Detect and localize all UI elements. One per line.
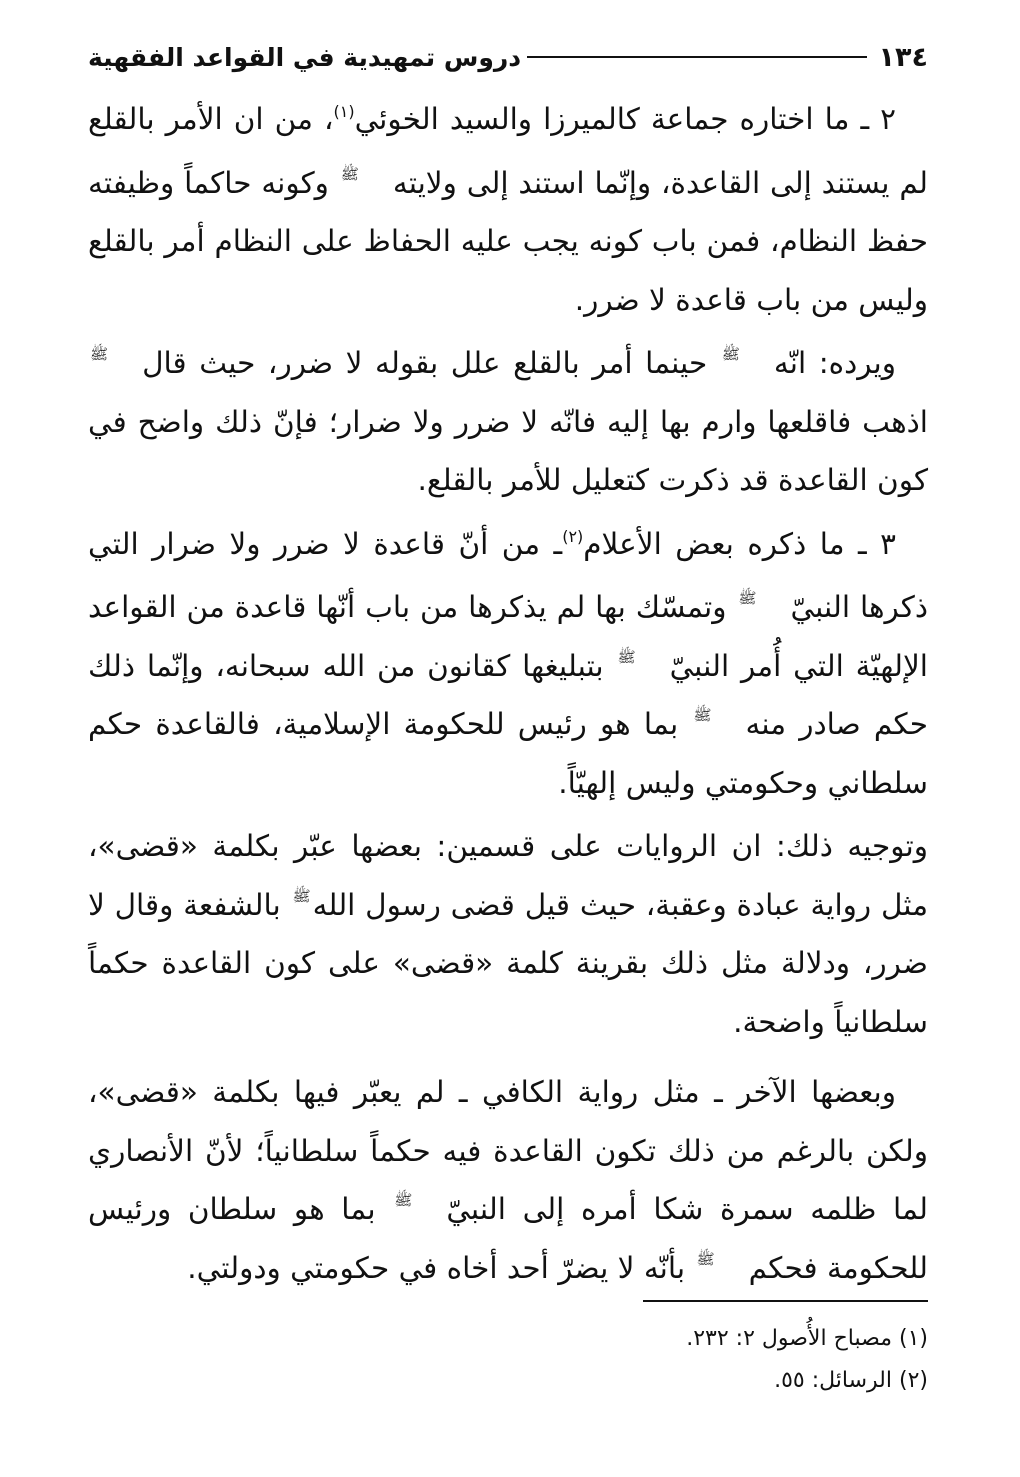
honorific-ligature: ﷺ [721,345,740,363]
honorific-ligature: ﷺ [340,164,359,183]
paragraph-text: اذهب فاقلعها وارم بها إليه فانّه لا ضرر ولا ضرار؛ فإنّ ذلك واضح في كون القاعدة قد ذكرت كتعليل للأمر بالقلع. [88,404,928,497]
paragraph-text: ٣ ـ ما ذكره بعض الأعلام [583,526,896,561]
paragraph-text: وتوجيه ذلك: ان الروايات على قسمين: بعضها عبّر بكلمة «قضى»، مثل رواية عبادة وعقبة، حيث قيل قضى رسول الله [88,829,929,922]
page-number: ١٣٤ [878,41,928,73]
paragraph-text: وبعضها الآخر ـ مثل رواية الكافي ـ لم يعبّر فيها بكلمة «قضى»، ولكن بالرغم من ذلك تكون القاعدة فيه حكماً سلطانياً؛ لأنّ الأنصاري لما ظلمه سمرة شكا أمره إلى النبيّ [88,1075,928,1226]
paragraph-text: ، من ان الأمر بالقلع لم يستند إلى القاعدة، وإنّما استند إلى ولايته [88,102,928,200]
paragraph-text: وتمسّك بها لم يذكرها من باب أنّها قاعدة من القواعد الإلهيّة التي أُمر النبيّ [88,590,928,683]
paragraph-text: بأنّه لا يضرّ أحد أخاه في حكومتي ودولتي. [187,1250,695,1285]
running-header [88,32,928,82]
footnote-reference: (٢) [562,526,584,546]
footnote: (١) مصباح الأُصول ٢: ٢٣٢. [686,1326,928,1351]
paragraph-text: بتبليغها كقانون من الله سبحانه، وإنّما ذلك حكم صادر منه [88,648,928,741]
paragraph [88,817,928,1051]
paragraph-text: حينما أمر بالقلع علل بقوله لا ضرر، حيث قال [142,346,720,380]
paragraph [88,515,928,813]
honorific-ligature: ﷺ [693,706,712,724]
paragraph-text: ويرده: انّه [773,346,896,380]
paragraph-text: ٢ ـ ما اختاره جماعة كالميرزا والسيد الخوئي [354,102,897,136]
paragraph-text: ـ من أنّ قاعدة لا ضرر ولا ضرار التي ذكرها النبيّ [88,526,928,624]
paragraph [88,334,928,510]
running-title: دروس تمهيدية في القواعد الفقهية [88,42,522,72]
paragraph [88,90,928,329]
honorific-ligature: ﷺ [292,886,311,905]
header-rule [527,56,866,58]
honorific-ligature: ﷺ [696,1249,715,1268]
honorific-ligature: ﷺ [617,647,636,666]
paragraph-text: بما هو رئيس للحكومة الإسلامية، فالقاعدة حكم سلطاني وحكومتي وليس إلهيّاً. [88,707,928,800]
honorific-ligature: ﷺ [738,589,757,607]
footnotes [88,1318,928,1402]
footnote-reference: (١) [333,102,355,121]
footnote-separator [643,1300,928,1302]
paragraph [88,1063,928,1297]
honorific-ligature: ﷺ [90,345,109,363]
paragraph-text: بما هو سلطان ورئيس للحكومة فحكم [88,1192,928,1285]
paragraph-text: بالشفعة وقال لا ضرر، ودلالة مثل ذلك بقرينة كلمة «قضى» على كون القاعدة حكماً سلطانياً واضحة. [88,887,928,1039]
honorific-ligature: ﷺ [394,1191,413,1209]
paragraph-text: وكونه حاكماً وظيفته حفظ النظام، فمن باب كونه يجب عليه الحفاظ على النظام أمر بالقلع وليس من باب قاعدة لا ضرر. [88,165,928,317]
footnote: (٢) الرسائل: ٥٥. [774,1368,928,1393]
main-text [88,90,928,1297]
